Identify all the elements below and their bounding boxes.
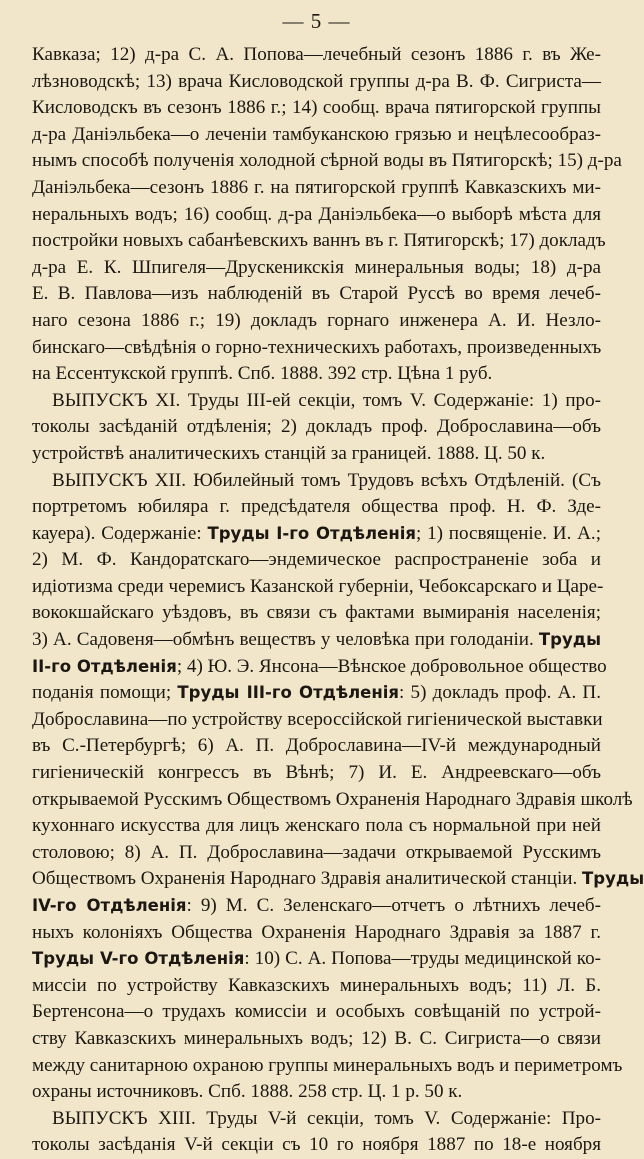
text-run: Доброславина—по устройству всероссійской гигіенической выставки [32, 708, 603, 730]
text-run: портретомъ юбиляра г. предсѣдателя общества проф. Н. Ф. Зде- [32, 496, 601, 518]
text-run: постройки новыхъ сабанѣевскихъ ваннъ въ г. Пятигорскѣ; 17) докладъ [32, 230, 606, 252]
text-line [32, 494, 601, 521]
bold-heading-run: Труды [538, 630, 601, 650]
text-run: : 9) М. С. Зеленскаго—отчетъ о лѣтнихъ лечеб- [186, 895, 601, 916]
bold-heading-run: Труды V-го Отдѣленія [32, 949, 245, 969]
text-run: лѣзноводскѣ; 13) врача Кисловодской группы д-ра В. Ф. Сигриста— [32, 70, 601, 92]
text-run: открываемой Русскимъ Обществомъ Охраненія Народнаго Здравія школѣ [32, 788, 633, 810]
text-run: токолы засѣданій отдѣленія; 2) докладъ проф. Доброславина—объ [32, 416, 601, 438]
text-line [32, 946, 601, 973]
bold-heading-run: IV-го Отдѣленія [32, 896, 187, 915]
text-run: : 10) С. А. Попова—труды медицинской ко- [244, 948, 601, 970]
text-line [32, 281, 601, 308]
text-run: устройствѣ аналитическихъ станцій за границей. 1888. Ц. 50 к. [32, 442, 546, 464]
text-line [32, 202, 601, 229]
text-line [32, 1106, 601, 1133]
bold-heading-run: Труды III-го Отдѣленія [177, 683, 400, 703]
text-run: Кавказа; 12) д-ра С. А. Попова—лечебный сезонъ 1886 г. въ Же- [32, 44, 601, 65]
text-line [32, 733, 601, 760]
text-line [32, 787, 633, 814]
text-line [32, 122, 601, 149]
text-run: ству Кавказскихъ минеральныхъ водъ; 12) В. С. Сигриста—о связи [32, 1027, 601, 1049]
text-line [32, 414, 601, 441]
text-line [32, 308, 601, 335]
text-run: столовою; 8) А. П. Доброславина—задачи открываемой Русскимъ [32, 841, 601, 863]
text-run: ВЫПУСКЪ XIII. Труды V-й секціи, томъ V. Содержаніе: Про- [52, 1107, 601, 1129]
text-run: миссіи по устройству Кавказскихъ минеральныхъ водъ; 11) Л. Б. [32, 974, 601, 996]
text-line [32, 547, 601, 574]
text-line [32, 175, 601, 202]
text-line [32, 840, 601, 867]
text-run: Бертенсона—о трудахъ комиссіи и особыхъ совѣщаній по устрой- [32, 1001, 601, 1023]
text-run: ВЫПУСКЪ XI. Труды III-ей секціи, томъ V. Содержаніе: 1) про- [52, 389, 601, 411]
text-line [32, 627, 601, 654]
text-line [32, 521, 601, 548]
text-run: Даніэльбека—сезонъ 1886 г. на пятигорской группѣ Кавказскихъ ми- [32, 176, 601, 198]
text-run: кауера). Содержаніе: [32, 522, 208, 544]
text-run: бинскаго—свѣдѣнія о горно-техническихъ работахъ, произведенныхъ [32, 336, 602, 358]
text-run: гигіеническій конгрессъ въ Вѣнѣ; 7) И. Е. Андреевскаго—объ [32, 762, 601, 784]
text-line [32, 361, 601, 388]
text-run: : 5) докладъ проф. А. П. [399, 682, 601, 704]
text-line [32, 148, 622, 175]
text-run: нымъ способѣ полученія холодной сѣрной воды въ Пятигорскѣ; 15) д-ра [32, 150, 622, 172]
text-run: ; 4) Ю. Э. Янсона—Вѣнское добровольное общество [176, 655, 607, 677]
text-line [32, 813, 601, 840]
body-text [32, 42, 644, 1159]
text-line [32, 468, 601, 495]
text-line [32, 388, 601, 415]
text-line [32, 654, 607, 681]
text-run: д-ра Даніэльбека—о леченіи тамбуканскою грязью и нецѣлесообраз- [32, 123, 601, 145]
text-run: 3) А. Садовеня—обмѣнъ веществъ у человѣка при голоданіи. [32, 629, 539, 651]
text-run: между санитарною охраною группы минеральныхъ водъ и периметромъ [32, 1054, 623, 1076]
text-run: наго сезона 1886 г.; 19) докладъ горнаго инженера А. И. Незло- [32, 309, 601, 331]
text-line [32, 893, 601, 920]
text-line [32, 600, 601, 627]
text-line [32, 42, 601, 69]
bold-heading-run: II-го Отдѣленія [32, 656, 177, 676]
text-line [32, 1053, 623, 1080]
text-line [32, 255, 601, 282]
text-run: идіотизма среди черемисъ Казанской губерніи, Чебоксарскаго и Царе- [32, 575, 604, 597]
text-line [32, 1079, 601, 1106]
text-line [32, 574, 604, 601]
text-run: Обществомъ Охраненія Народнаго Здравія аналитической станціи. [32, 868, 583, 890]
text-run: Кисловодскъ въ сезонъ 1886 г.; 14) сообщ. врача пятигорской группы [32, 97, 601, 119]
text-run: ВЫПУСКЪ XII. Юбилейный томъ Трудовъ всѣхъ Отдѣленій. (Съ [52, 469, 601, 491]
text-line [32, 866, 644, 893]
text-run: вококшайскаго уѣздовъ, въ связи съ фактами вымиранія населенія; [32, 602, 601, 624]
text-line [32, 441, 601, 468]
bold-heading-run: Труды I-го Отдѣленія [207, 523, 416, 543]
text-line [32, 920, 601, 947]
text-line [32, 973, 601, 1000]
text-run: на Ессентукской группѣ. Спб. 1888. 392 стр. Цѣна 1 руб. [32, 363, 493, 385]
text-line [32, 95, 601, 122]
text-run: токолы засѣданія V-й секціи съ 10 го ноября 1887 по 18-е ноября [32, 1134, 601, 1156]
text-line [32, 69, 601, 96]
text-run: въ С.-Петербургѣ; 6) А. П. Доброславина—IV-й международный [32, 735, 601, 757]
text-run: кухоннаго искусства для лицъ женскаго пола съ нормальной при ней [32, 815, 601, 837]
text-line [32, 228, 606, 255]
bold-heading-run: Труды [582, 869, 644, 889]
text-line [32, 760, 601, 787]
text-run: поданія помощи; [32, 682, 178, 704]
text-run: ныхъ колоніяхъ Общества Охраненія Народнаго Здравія за 1887 г. [32, 921, 601, 943]
text-line [32, 707, 601, 734]
text-line [32, 1132, 601, 1159]
text-run: ; 1) посвященіе. И. А.; [415, 522, 602, 544]
text-run: охраны источниковъ. Спб. 1888. 258 стр. Ц. 1 р. 50 к. [32, 1081, 463, 1103]
text-run: Е. В. Павлова—изъ наблюденій въ Старой Руссѣ во время лечеб- [32, 283, 601, 305]
page-number: — 5 — [282, 9, 351, 33]
text-line [32, 335, 601, 362]
text-line [32, 1026, 601, 1053]
text-line [32, 680, 601, 707]
text-run: неральныхъ водъ; 16) сообщ. д-ра Даніэльбека—о выборѣ мѣста для [32, 203, 601, 225]
text-line [32, 999, 601, 1026]
text-run: д-ра Е. К. Шпигеля—Друскеникскія минеральныя воды; 18) д-ра [32, 256, 601, 278]
text-run: 2) М. Ф. Кандоратскаго—эндемическое распространеніе зоба и [32, 549, 601, 571]
